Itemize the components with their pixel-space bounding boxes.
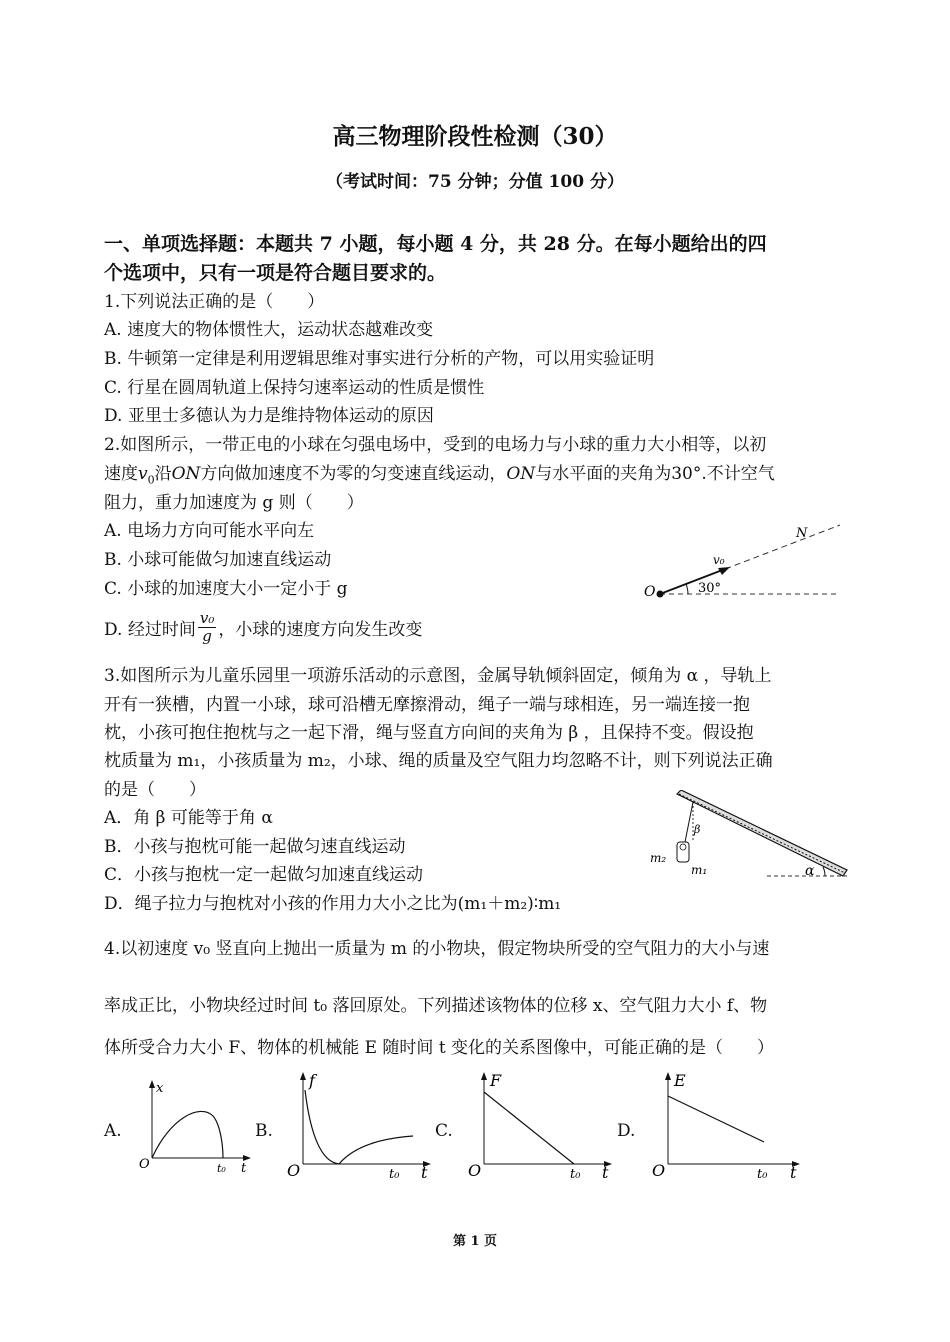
q3-option-a: A．角 β 可能等于角 α	[104, 808, 273, 828]
label-m2: m₂	[650, 851, 667, 865]
origin-label: O	[139, 1157, 150, 1172]
t0-label: t₀	[389, 1167, 400, 1180]
q3-stem-line5: 的是（ ）	[104, 780, 206, 800]
q1-option-d: D. 亚里士多德认为力是维持物体运动的原因	[104, 406, 434, 426]
t0-label: t₀	[217, 1162, 226, 1173]
x-axis-label: t	[241, 1161, 247, 1173]
origin-label: O	[287, 1161, 301, 1180]
q1-stem: 1.下列说法正确的是（ ）	[104, 292, 325, 312]
q3-stem-line2: 开有一狭槽，内置一小球，球可沿槽无摩擦滑动，绳子一端与球相连，另一端连接一抱	[104, 695, 750, 715]
text: 方向做加速度不为零的匀变速直线运动，	[200, 464, 507, 484]
text: 沿	[154, 464, 172, 484]
label-m1: m₁	[691, 863, 708, 877]
symbol-on: ON	[506, 464, 536, 484]
y-axis-label: x	[156, 1081, 164, 1096]
q4-graph-d	[650, 1068, 805, 1180]
q4-graph-a	[135, 1078, 255, 1173]
subscript: 0	[147, 473, 155, 487]
origin-label: O	[468, 1161, 482, 1180]
text: D. 经过时间	[104, 620, 196, 640]
q4-option-d-label: D.	[617, 1121, 636, 1141]
x-axis-label: t	[602, 1163, 609, 1180]
y-axis-label: F	[490, 1071, 502, 1090]
q2-stem-line2	[104, 459, 775, 486]
q2-option-d	[104, 610, 422, 645]
q2-stem-line1: 2.如图所示，一带正电的小球在匀强电场中，受到的电场力与小球的重力大小相等，以初	[104, 435, 767, 455]
q3-stem-line3: 枕，小孩可抱住抱枕与之一起下滑，绳与竖直方向间的夹角为 β ，且保持不变。假设抱	[104, 723, 754, 743]
y-axis-label: E	[674, 1071, 686, 1090]
q4-stem-line3: 体所受合力大小 F、物体的机械能 E 随时间 t 变化的关系图像中，可能正确的是（ ）	[104, 1038, 775, 1058]
symbol-on: ON	[171, 464, 201, 484]
q2-option-b: B. 小球可能做匀加速直线运动	[104, 550, 332, 570]
label-beta: β	[694, 823, 701, 836]
text: ，小球的速度方向发生改变	[218, 620, 423, 640]
q4-graph-c	[466, 1070, 616, 1180]
q3-stem-line4: 枕质量为 m₁，小孩质量为 m₂，小球、绳的质量及空气阻力均忽略不计，则下列说法正确	[104, 751, 773, 771]
page-number: 第 1 页	[452, 1234, 498, 1249]
q4-stem-line2: 率成正比，小物块经过时间 t₀ 落回原处。下列描述该物体的位移 x、空气阻力大小 f、物	[104, 996, 768, 1016]
text: 速度	[104, 464, 138, 484]
q4-stem-line1: 4.以初速度 v₀ 竖直向上抛出一质量为 m 的小物块，假定物块所受的空气阻力的大小与速	[104, 939, 770, 959]
denominator: g	[202, 627, 212, 645]
q3-figure	[645, 790, 855, 885]
q1-option-c: C. 行星在圆周轨道上保持匀速率运动的性质是惯性	[104, 378, 485, 398]
q4-option-a-label: A.	[104, 1121, 122, 1141]
q1-option-a: A. 速度大的物体惯性大，运动状态越难改变	[104, 320, 434, 340]
fraction	[198, 610, 217, 645]
section-heading-line1: 一、单项选择题：本题共 7 小题，每小题 4 分，共 28 分。在每小题给出的四	[104, 233, 767, 255]
section-heading-line2: 个选项中，只有一项是符合题目要求的。	[104, 262, 447, 284]
label-alpha: α	[805, 863, 815, 879]
origin-label: O	[652, 1161, 666, 1180]
q2-stem-line3: 阻力，重力加速度为 g 则（ ）	[104, 493, 364, 513]
q2-option-c: C. 小球的加速度大小一定小于 g	[104, 579, 348, 599]
label-angle: 30°	[698, 581, 722, 596]
q4-option-c-label: C.	[435, 1121, 453, 1141]
label-o: O	[644, 584, 656, 600]
q2-option-a: A. 电场力方向可能水平向左	[104, 521, 315, 541]
q2-figure	[630, 515, 850, 610]
page-title: 高三物理阶段性检测（30）	[332, 123, 618, 150]
t0-label: t₀	[570, 1167, 581, 1180]
exam-info: （考试时间：75 分钟；分值 100 分）	[326, 172, 624, 192]
q3-option-d: D．绳子拉力与抱枕对小孩的作用力大小之比为(m₁＋m₂)∶m₁	[104, 894, 562, 914]
x-axis-label: t	[790, 1163, 797, 1180]
q3-stem-line1: 3.如图所示为儿童乐园里一项游乐活动的示意图，金属导轨倾斜固定，倾角为 α ，导轨上	[104, 666, 772, 686]
symbol-v: v	[138, 464, 148, 484]
label-n: N	[796, 526, 808, 541]
y-axis-label: f	[309, 1071, 315, 1090]
t0-label: t₀	[757, 1167, 768, 1180]
label-v0: v₀	[713, 553, 725, 567]
q4-option-b-label: B.	[255, 1121, 273, 1141]
q1-option-b: B. 牛顿第一定律是利用逻辑思维对事实进行分析的产物，可以用实验证明	[104, 349, 655, 369]
q4-graph-b	[285, 1070, 435, 1180]
q3-option-c: C．小孩与抱枕一定一起做匀加速直线运动	[104, 865, 424, 885]
numerator: v₀	[199, 609, 215, 627]
x-axis-label: t	[421, 1163, 428, 1180]
q3-option-b: B．小孩与抱枕可能一起做匀速直线运动	[104, 837, 406, 857]
text: 与水平面的夹角为30°.不计空气	[535, 464, 775, 484]
